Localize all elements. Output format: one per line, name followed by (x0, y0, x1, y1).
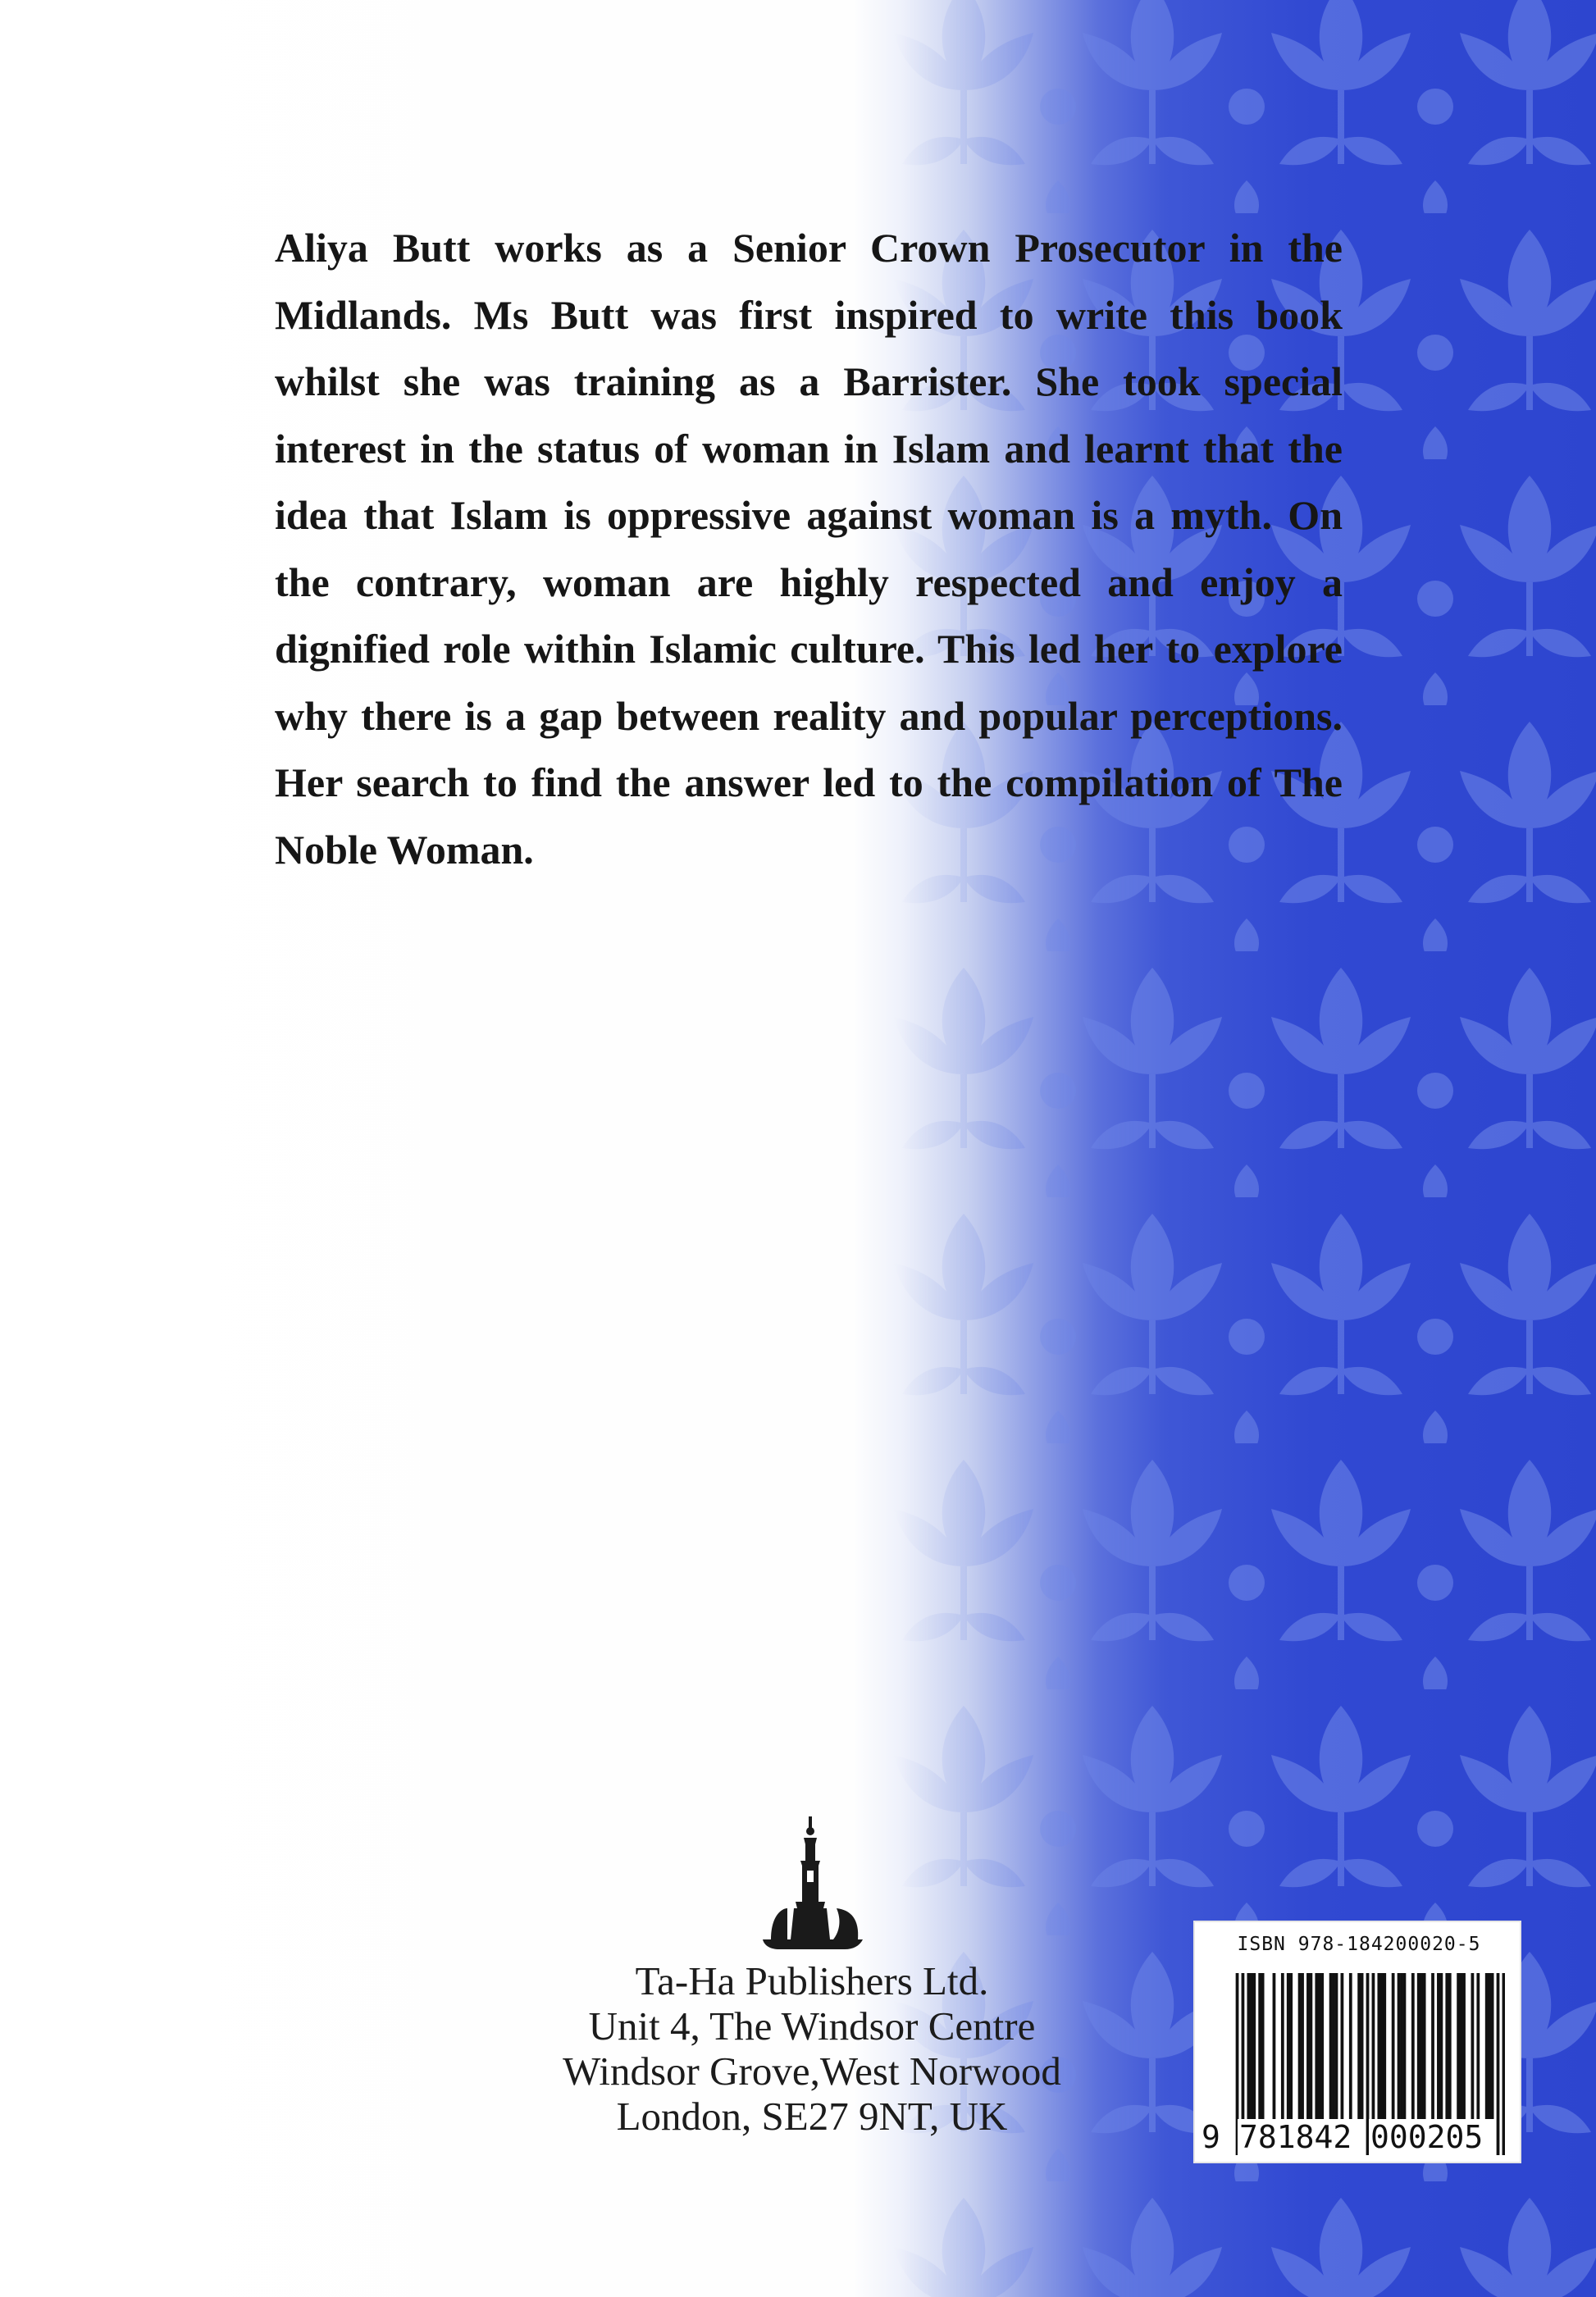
barcode-bar (1247, 1973, 1250, 2119)
author-biography-blurb: Aliya Butt works as a Senior Crown Prosecutor in the Midlands. Ms Butt was first inspired to write this book whilst she was training as a Barrister. She took special interest in the status of woman in Islam and learnt that the idea that Islam is oppressive against woman is a myth. On the contrary, woman are highly respected and enjoy a dignified role within Islamic culture. This led her to explore why there is a gap between reality and popular perceptions. Her search to find the answer led to the compilation of The Noble Woman. (275, 225, 1343, 873)
barcode-bar (1341, 1973, 1344, 2119)
barcode-bar (1445, 1973, 1448, 2119)
ean-digits-right: 000205 (1370, 2119, 1484, 2155)
barcode-bar (1329, 1973, 1333, 2119)
barcode-bar (1310, 1973, 1313, 2119)
barcode-bar (1460, 1973, 1463, 2119)
publisher-address-block (492, 1958, 1132, 2139)
isbn-label: ISBN 978-184200020-5 (1237, 1934, 1481, 1955)
ean-digit-prefix: 9 (1202, 2119, 1220, 2155)
barcode-bar (1281, 1973, 1284, 2119)
barcode-bar (1503, 1973, 1505, 2155)
publisher-address-line: Windsor Grove,West Norwood (563, 2049, 1061, 2094)
ean-digits-left: 781842 (1239, 2119, 1352, 2155)
barcode-bar (1448, 1973, 1452, 2119)
publisher-name: Ta-Ha Publishers Ltd. (635, 1958, 989, 2003)
barcode-bar (1476, 1973, 1480, 2119)
barcode-bar (1400, 1973, 1403, 2119)
barcode-bar (1383, 1973, 1386, 2119)
barcode-bar (1411, 1973, 1415, 2119)
barcode-bar (1315, 1973, 1318, 2119)
barcode-bar (1335, 1973, 1338, 2119)
barcode-bar (1437, 1973, 1440, 2119)
barcode-bar (1497, 1973, 1500, 2155)
barcode-bar (1349, 1973, 1352, 2119)
barcode-bar (1488, 1973, 1491, 2119)
barcode-bar (1380, 1973, 1384, 2119)
barcode-bar (1485, 1973, 1489, 2119)
barcode-bar (1298, 1973, 1302, 2119)
barcode-bar (1431, 1973, 1434, 2119)
barcode-bar (1420, 1973, 1423, 2119)
barcode-bar (1403, 1973, 1407, 2119)
barcode-bar (1332, 1973, 1335, 2119)
barcode-bar (1377, 1973, 1380, 2119)
barcode-bar (1301, 1973, 1304, 2119)
barcode-bar (1261, 1973, 1265, 2119)
barcode-bar (1289, 1973, 1293, 2119)
barcode-bar (1252, 1973, 1256, 2119)
mosque-minaret-calligraphy-logo-icon (755, 1816, 869, 1956)
barcode-bar (1287, 1973, 1290, 2119)
barcode-bar (1318, 1973, 1321, 2119)
isbn-barcode (1193, 1921, 1521, 2163)
barcode-bar (1423, 1973, 1426, 2119)
barcode-bar (1273, 1973, 1276, 2119)
barcode-bar (1361, 1973, 1364, 2119)
barcode-bar (1320, 1973, 1324, 2119)
barcode-bar (1462, 1973, 1466, 2119)
barcode-bar (1357, 1973, 1361, 2119)
barcode-bar (1306, 1973, 1310, 2119)
barcode-bar (1392, 1973, 1395, 2119)
barcode-bar (1457, 1973, 1460, 2119)
barcode-bar (1250, 1973, 1253, 2119)
barcode-bar (1258, 1973, 1261, 2119)
barcode-bar (1491, 1973, 1494, 2119)
publisher-address-line: London, SE27 9NT, UK (616, 2094, 1008, 2139)
barcode-bar (1471, 1973, 1475, 2119)
barcode-bar (1398, 1973, 1401, 2119)
barcode-bar (1440, 1973, 1443, 2119)
publisher-address-line: Unit 4, The Windsor Centre (588, 2003, 1036, 2049)
barcode-bar (1417, 1973, 1420, 2119)
